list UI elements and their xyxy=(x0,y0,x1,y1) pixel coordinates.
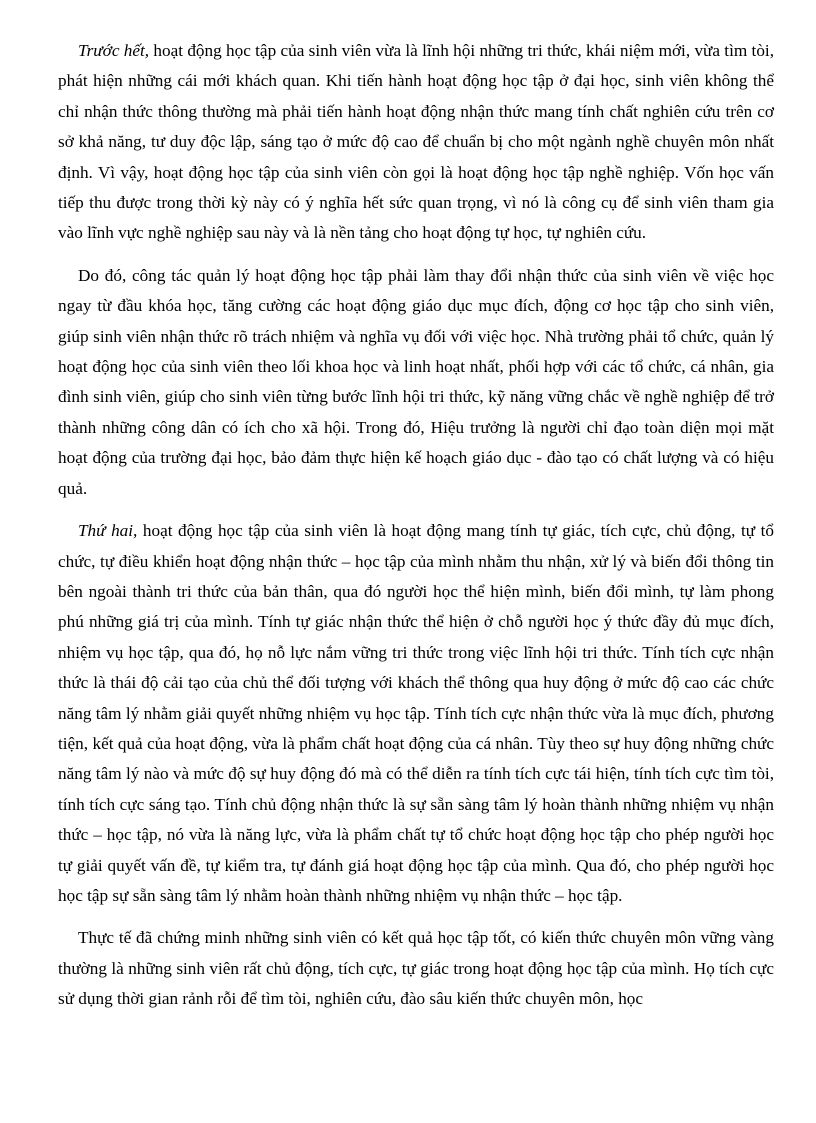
paragraph-3-text: hoạt động học tập của sinh viên là hoạt động mang tính tự giác, tích cực, chủ động, tự tổ chức, tự điều khiển hoạt động nhận thức – học tập của mình nhằm thu nhận, xử lý và biến đổi thông tin bên ngoài thành tri thức của bản thân, qua đó người học thể hiện mình, biến đổi mình, tự làm phong phú những giá trị của mình. Tính tự giác nhận thức thể hiện ở chỗ người học ý thức đầy đủ mục đích, nhiệm vụ học tập, qua đó, họ nỗ lực nắm vững tri thức trong việc lĩnh hội tri thức. Tính tích cực nhận thức là thái độ cải tạo của chủ thể đối tượng với khách thể thông qua huy động ở mức độ cao các chức năng tâm lý nhằm giải quyết những nhiệm vụ học tập. Tính tích cực nhận thức vừa là mục đích, phương tiện, kết quả của hoạt động, vừa là phẩm chất hoạt động của cá nhân. Tùy theo sự huy động những chức năng tâm lý nào và mức độ sự huy động đó mà có thể diễn ra tính tích cực tái hiện, tính tích cực tìm tòi, tính tích cực sáng tạo. Tính chủ động nhận thức là sự sẵn sàng tâm lý hoàn thành những nhiệm vụ nhận thức – học tập, nó vừa là năng lực, vừa là phẩm chất tự tổ chức hoạt động học tập cho phép người học tự giải quyết vấn đề, tự kiểm tra, tự đánh giá hoạt động học tập của mình. Qua đó, cho phép người học học tập sự sẵn sàng tâm lý nhằm hoàn thành những nhiệm vụ nhận thức – học tập. xyxy=(58,521,774,905)
paragraph-3 xyxy=(58,516,774,911)
paragraph-1-lead: Trước hết, xyxy=(78,41,150,60)
paragraph-3-lead: Thứ hai, xyxy=(78,521,138,541)
paragraph-2 xyxy=(58,261,774,504)
paragraph-1 xyxy=(58,36,774,249)
paragraph-4 xyxy=(58,923,774,1014)
paragraph-2-text: Do đó, công tác quản lý hoạt động học tập phải làm thay đổi nhận thức của sinh viên về việc học ngay từ đầu khóa học, tăng cường các hoạt động giáo dục mục đích, động cơ học tập cho sinh viên, giúp sinh viên nhận thức rõ trách nhiệm và nghĩa vụ đối với việc học. Nhà trường phải tổ chức, quản lý hoạt động học của sinh viên theo lối khoa học và linh hoạt nhất, phối hợp với các tổ chức, cá nhân, gia đình sinh viên, giúp cho sinh viên từng bước lĩnh hội tri thức, kỹ năng vững chắc về nghề nghiệp để trở thành những công dân có ích cho xã hội. Trong đó, Hiệu trưởng là người chỉ đạo toàn diện mọi mặt hoạt động của trường đại học, bảo đảm thực hiện kế hoạch giáo dục - đào tạo có chất lượng và có hiệu quả. xyxy=(58,265,774,498)
paragraph-1-text: hoạt động học tập của sinh viên vừa là lĩnh hội những tri thức, khái niệm mới, vừa tìm tòi, phát hiện những cái mới khách quan. Khi tiến hành hoạt động học tập ở đại học, sinh viên không thể chỉ nhận thức thông thường mà phải tiến hành hoạt động nhận thức mang tính chất nghiên cứu trên cơ sở khả năng, tư duy độc lập, sáng tạo ở mức độ cao để chuẩn bị cho một ngành nghề chuyên môn nhất định. Vì vậy, hoạt động học tập của sinh viên còn gọi là hoạt động học tập nghề nghiệp. Vốn học vấn tiếp thu được trong thời kỳ này có ý nghĩa hết sức quan trọng, vì nó là công cụ để sinh viên tham gia vào lĩnh vực nghề nghiệp sau này và là nền tảng cho hoạt động tự học, tự nghiên cứu. xyxy=(58,41,774,243)
document-page xyxy=(58,36,774,1027)
paragraph-4-text: Thực tế đã chứng minh những sinh viên có kết quả học tập tốt, có kiến thức chuyên môn vững vàng thường là những sinh viên rất chủ động, tích cực, tự giác trong hoạt động học tập của mình. Họ tích cực sử dụng thời gian rảnh rỗi để tìm tòi, nghiên cứu, đào sâu kiến thức chuyên môn, học xyxy=(58,928,774,1009)
